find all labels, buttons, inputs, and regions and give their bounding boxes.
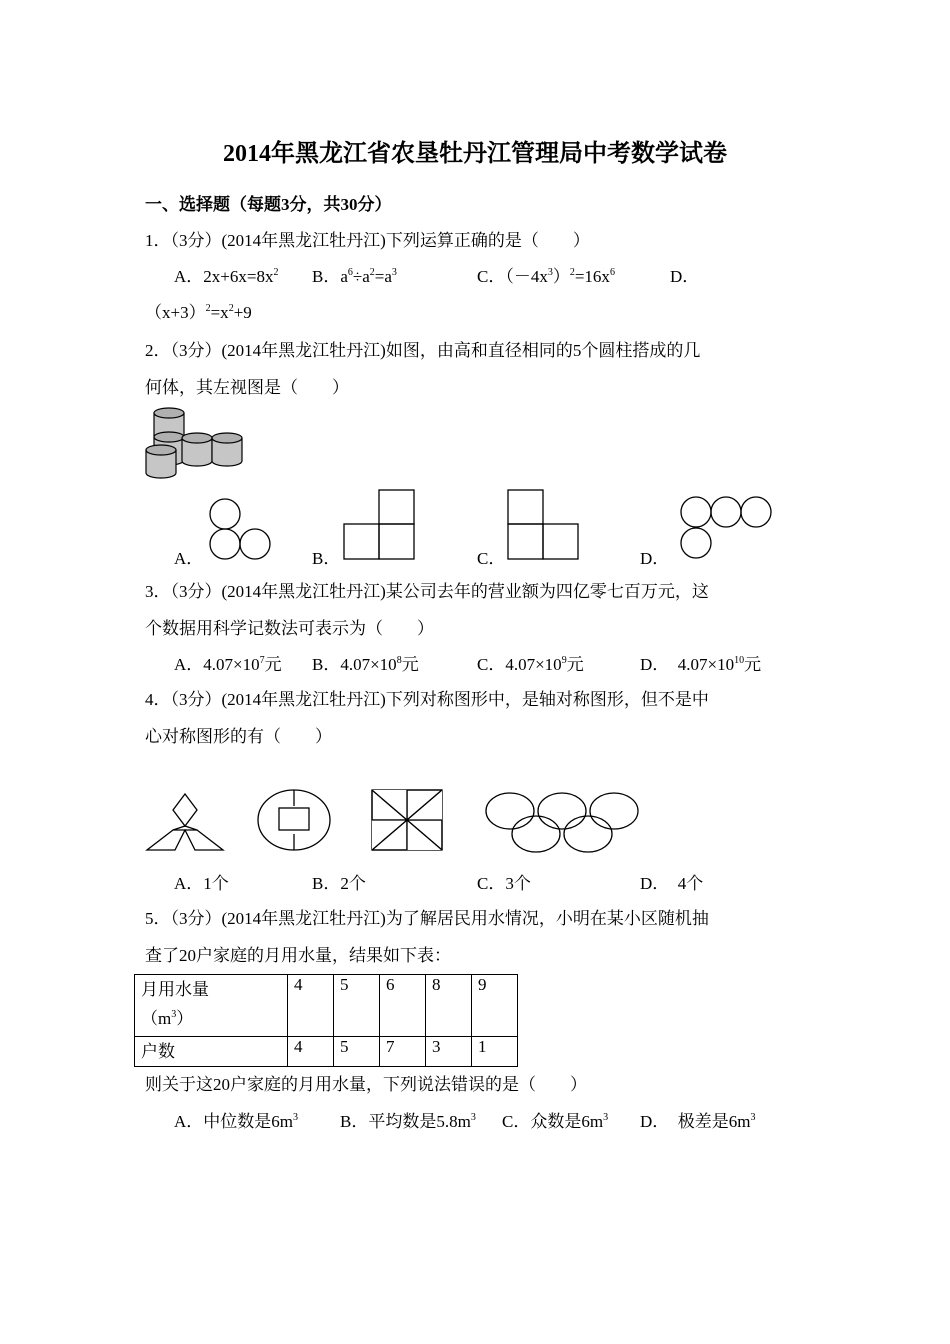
mitsubishi-shape [144, 792, 226, 854]
q5-d-text: 极差是6m [677, 1112, 751, 1131]
q5-stem-line2: 查了20户家庭的月用水量，结果如下表： [145, 946, 451, 965]
q3-b-text: 4.07×10 [340, 655, 397, 674]
header-line1: 月用水量 [141, 980, 209, 999]
q1-c-exp1: 3 [547, 267, 553, 278]
q5-c-text: 众数是6m [530, 1112, 604, 1131]
page-title: 2014年黑龙江省农垦牡丹江管理局中考数学试卷 [223, 141, 727, 167]
header-line2 [141, 1004, 281, 1029]
q5-d-exp: 3 [750, 1112, 756, 1123]
q1-stem: 1．（3分）(2014年黑龙江牡丹江)下列运算正确的是（ ） [145, 231, 590, 250]
table-cell: 5 [334, 1037, 380, 1067]
q3-a-text: 4.07×10 [203, 655, 260, 674]
q5-option-a [174, 1107, 298, 1132]
q4-stem-line1: 4．（3分）(2014年黑龙江牡丹江)下列对称图形中，是轴对称图形，但不是中 [145, 690, 709, 709]
table-header-cell: 户数 [135, 1037, 288, 1067]
q5-a-label: A． [174, 1112, 204, 1131]
q3-b-exp: 8 [396, 655, 402, 666]
table-cell: 5 [334, 975, 380, 1037]
q5-option-b [340, 1107, 476, 1132]
q4-stem-line2: 心对称图形的有（ ） [145, 727, 332, 746]
q1-b-part2: ÷a [352, 267, 370, 286]
q1-b-exp2: 2 [369, 267, 375, 278]
table-cell: 9 [472, 975, 518, 1037]
q3-c-label: C． [477, 655, 506, 674]
table-row [135, 975, 518, 1037]
q5-stem-line3: 则关于这20户家庭的月用水量，下列说法错误的是（ ） [145, 1075, 587, 1094]
table-row [135, 1037, 518, 1067]
q1-option-c [477, 262, 615, 287]
q3-a-label: A． [174, 655, 204, 674]
q3-a-unit: 元 [264, 655, 282, 674]
cylinders-figure [142, 405, 252, 483]
q2-stem-line1: 2．（3分）(2014年黑龙江牡丹江)如图，由高和直径相同的5个圆柱搭成的几 [145, 341, 701, 360]
q1-d-part3: +9 [233, 303, 252, 322]
olympic-rings-shape [484, 790, 644, 856]
table-cell: 1 [472, 1037, 518, 1067]
q1-b-part1: a [340, 267, 348, 286]
ellipse-with-rect-shape [255, 788, 335, 854]
q4-option-c: C．3个 [477, 874, 531, 893]
q1-c-part1: （－4x [505, 267, 548, 286]
q5-c-exp: 3 [603, 1112, 609, 1123]
water-usage-table [134, 974, 518, 1067]
q1-option-d-label: D． [670, 267, 700, 286]
q1-c-part2: ） [552, 267, 570, 286]
q1-d-exp2: 2 [228, 303, 234, 314]
q3-option-a [174, 650, 282, 675]
q3-d-label: D． [640, 655, 670, 674]
q1-c-exp2: 2 [569, 267, 575, 278]
q2-option-a-figure [206, 496, 276, 566]
q3-c-text: 4.07×10 [505, 655, 562, 674]
q2-stem-line2: 何体，其左视图是（ ） [145, 378, 349, 397]
q1-b-part3: =a [374, 267, 392, 286]
q3-stem-line2: 个数据用科学记数法可表示为（ ） [145, 619, 434, 638]
q5-a-text: 中位数是6m [203, 1112, 294, 1131]
table-header-cell [135, 975, 288, 1037]
q4-option-d: D． 4个 [640, 874, 704, 893]
q1-option-d [145, 298, 252, 323]
q3-d-unit: 元 [744, 655, 762, 674]
q3-c-unit: 元 [566, 655, 584, 674]
q5-b-exp: 3 [470, 1112, 476, 1123]
q3-option-d [640, 650, 761, 675]
q3-option-b [312, 650, 419, 675]
q5-d-label: D． [640, 1112, 670, 1131]
q3-stem-line1: 3．（3分）(2014年黑龙江牡丹江)某公司去年的营业额为四亿零七百万元，这 [145, 582, 709, 601]
q1-option-a-label: A． [174, 267, 204, 286]
q3-d-exp: 10 [734, 655, 745, 666]
q2-option-d-label: D． [640, 549, 670, 568]
q1-c-exp3: 6 [609, 267, 615, 278]
q2-option-d-figure [678, 494, 778, 564]
q3-b-label: B． [312, 655, 341, 674]
header-unit-close: ） [176, 1009, 194, 1028]
table-cell: 7 [380, 1037, 426, 1067]
q1-d-part2: =x [210, 303, 229, 322]
q3-a-exp: 7 [259, 655, 265, 666]
q5-b-label: B． [340, 1112, 369, 1131]
table-cell: 4 [288, 975, 334, 1037]
q1-option-a [174, 262, 278, 287]
q2-option-b-figure [343, 489, 417, 561]
q2-option-c-label: C． [477, 549, 506, 568]
q1-option-c-label: C． [477, 267, 506, 286]
q1-c-part3: =16x [574, 267, 610, 286]
q5-stem-line1: 5．（3分）(2014年黑龙江牡丹江)为了解居民用水情况，小明在某小区随机抽 [145, 909, 709, 928]
q5-a-exp: 3 [293, 1112, 299, 1123]
header-unit: （m [141, 1009, 172, 1028]
pinwheel-shape [368, 788, 448, 854]
table-cell: 4 [288, 1037, 334, 1067]
q3-c-exp: 9 [561, 655, 567, 666]
q2-option-c-figure [507, 489, 581, 561]
q1-b-exp1: 6 [347, 267, 353, 278]
table-cell: 3 [426, 1037, 472, 1067]
q1-b-exp3: 3 [391, 267, 397, 278]
table-cell: 6 [380, 975, 426, 1037]
q3-d-text: 4.07×10 [677, 655, 735, 674]
q4-option-a: A．1个 [174, 874, 229, 893]
q4-option-b: B．2个 [312, 874, 366, 893]
header-unit-exp: 3 [171, 1009, 177, 1020]
q1-option-b-label: B． [312, 267, 341, 286]
q2-option-a-label: A． [174, 549, 204, 568]
q1-option-b [312, 262, 397, 287]
q1-d-exp1: 2 [205, 303, 211, 314]
q3-option-c [477, 650, 584, 675]
q5-b-text: 平均数是5.8m [368, 1112, 471, 1131]
q1-d-part1: （x+3） [145, 303, 206, 322]
q3-b-unit: 元 [401, 655, 419, 674]
q1-option-a-exp: 2 [273, 267, 279, 278]
q2-option-b-label: B． [312, 549, 341, 568]
section-heading: 一、选择题（每题3分，共30分） [145, 195, 392, 214]
q1-option-a-text: 2x+6x=8x [203, 267, 274, 286]
table-cell: 8 [426, 975, 472, 1037]
q5-c-label: C． [502, 1112, 531, 1131]
q5-option-d [640, 1107, 756, 1132]
q5-option-c [502, 1107, 608, 1132]
